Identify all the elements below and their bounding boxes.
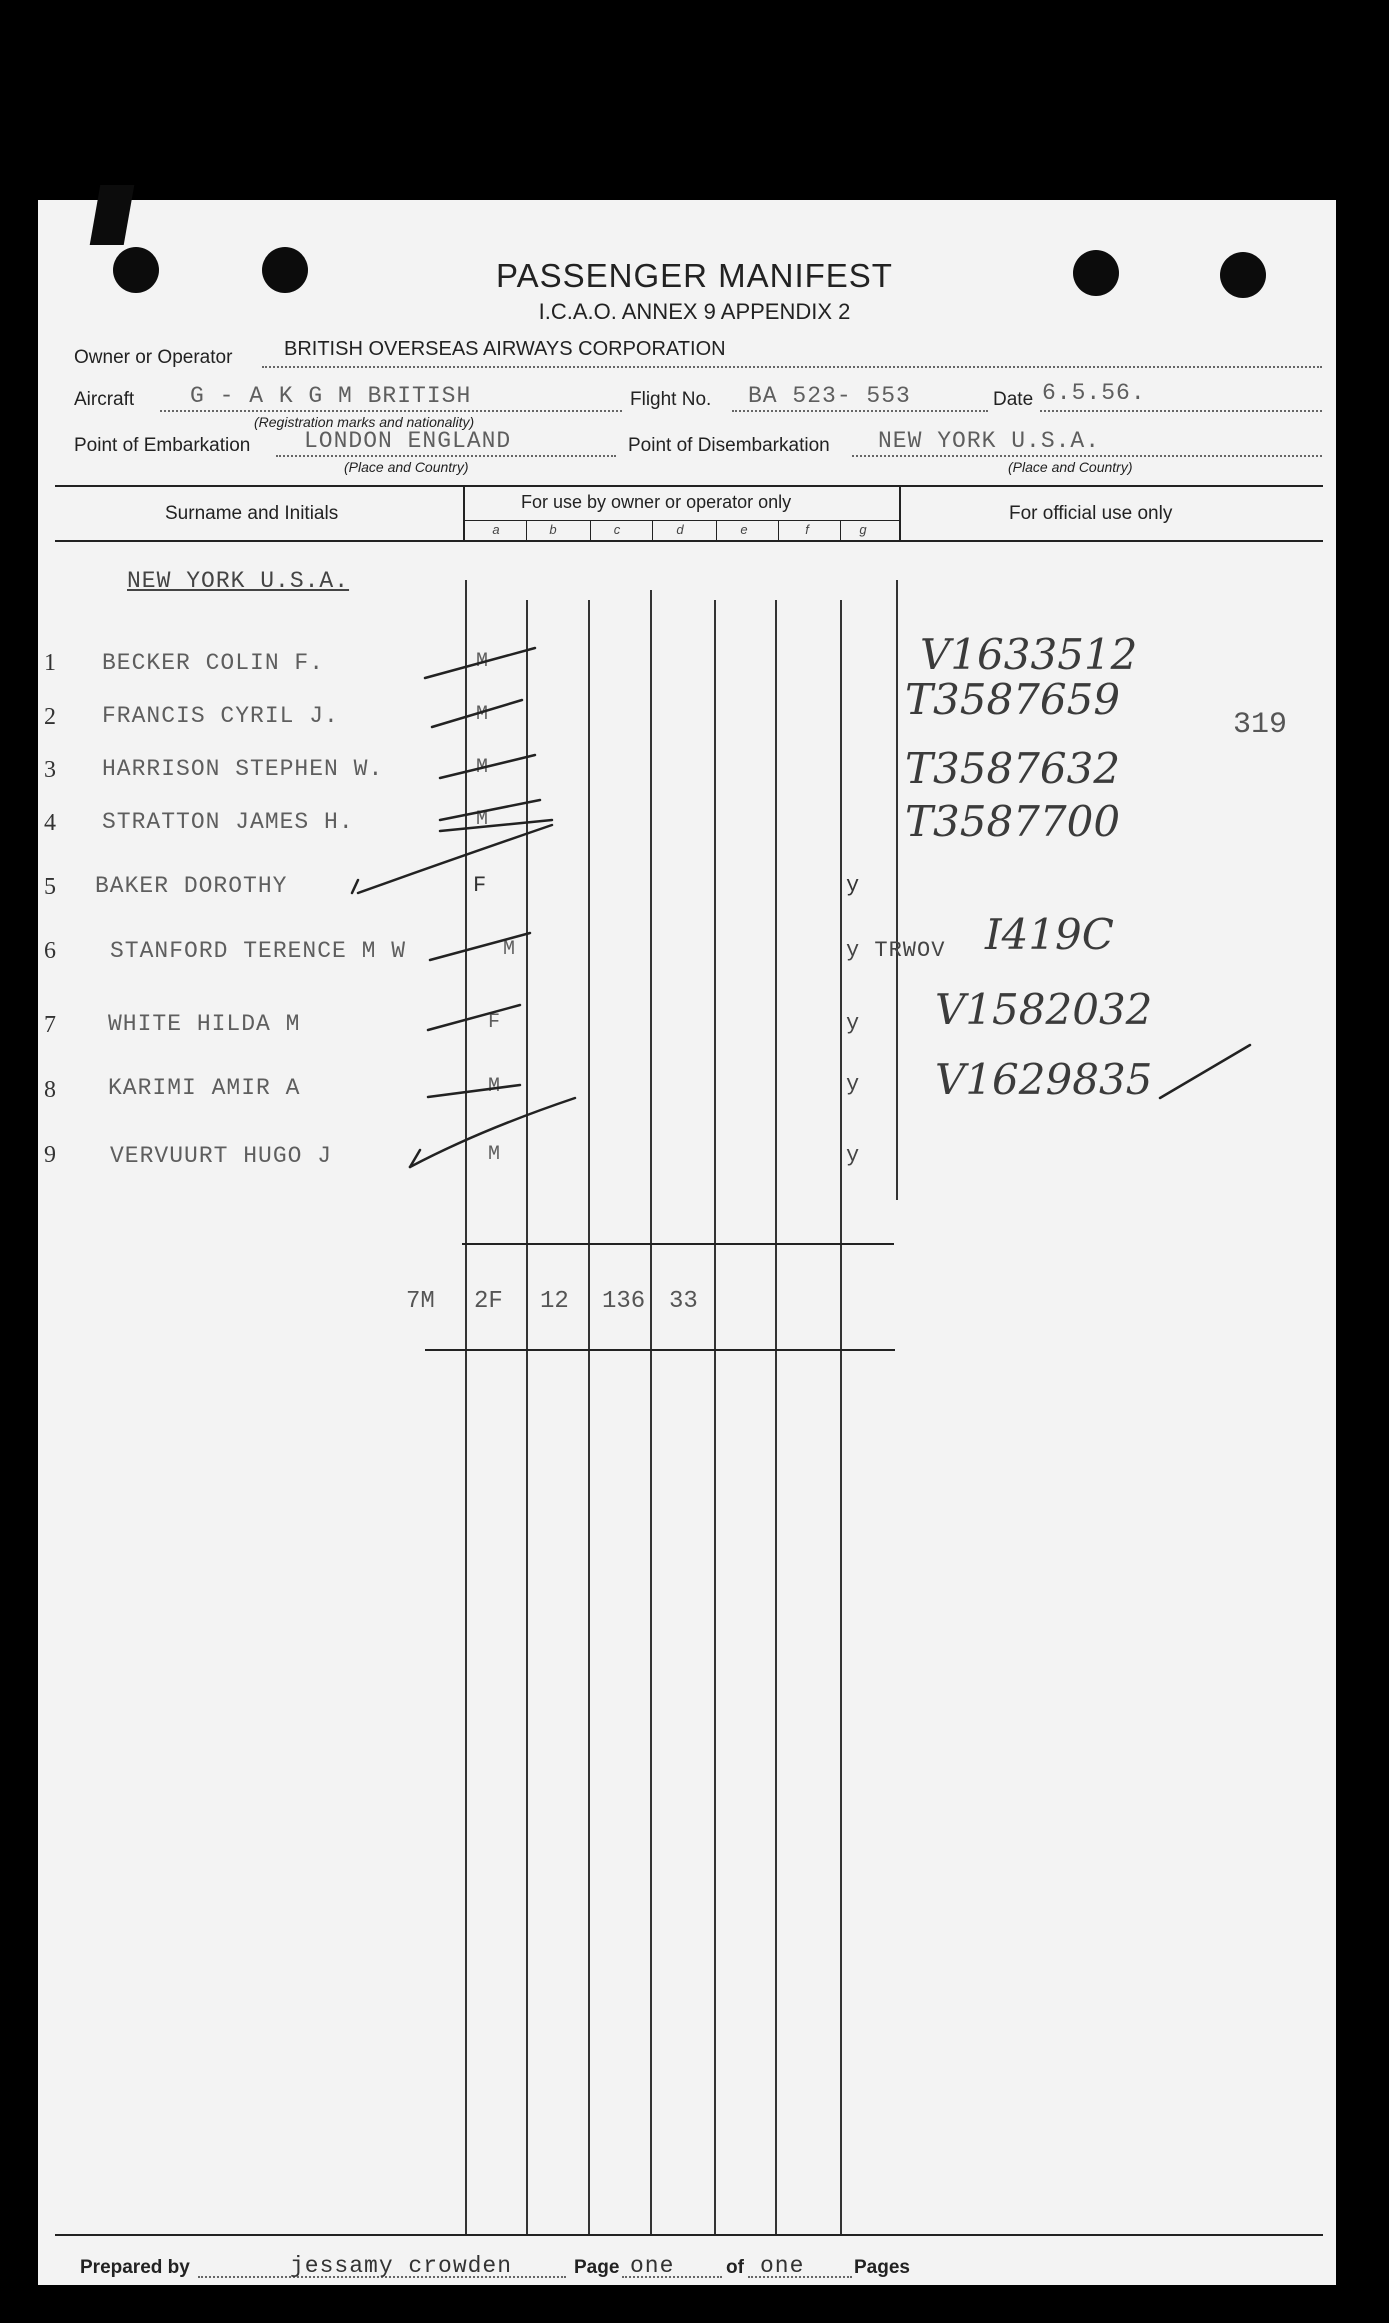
column-line — [775, 600, 777, 2235]
total-male: 7M — [406, 1288, 435, 1315]
subcol-g: g — [859, 522, 867, 537]
row-number: 8 — [44, 1077, 56, 1103]
total-d: 33 — [669, 1288, 698, 1315]
aircraft-label: Aircraft — [74, 389, 135, 410]
column-line — [840, 600, 842, 2235]
aircraft-dotted-line — [160, 410, 622, 412]
subcol-divider — [840, 521, 841, 541]
passport-flag: y — [846, 1011, 861, 1036]
total-b: 12 — [540, 1288, 569, 1315]
registration-note: (Registration marks and nationality) — [254, 414, 475, 430]
passenger-name: BECKER COLIN F. — [102, 650, 325, 676]
sex-code: M — [488, 1143, 502, 1166]
disembarkation-label: Point of Disembarkation — [628, 435, 830, 456]
column-line — [714, 600, 716, 2235]
embarkation-dotted-line — [276, 455, 616, 457]
table-header-rule — [55, 540, 1323, 542]
row-number: 4 — [44, 810, 56, 836]
subcol-divider — [778, 521, 779, 541]
official-note: V1629835 — [935, 1055, 1153, 1104]
page-title: PASSENGER MANIFEST — [496, 257, 893, 294]
date-dotted-line — [1040, 410, 1322, 412]
sex-code: M — [476, 756, 490, 779]
passenger-name: WHITE HILDA M — [108, 1011, 301, 1037]
owner-label: Owner or Operator — [74, 347, 233, 368]
page-value: one — [630, 2253, 675, 2279]
official-note: T3587659 — [905, 675, 1121, 724]
disembarkation-dotted-line — [852, 455, 1322, 457]
column-line — [588, 600, 590, 2235]
place-note-disembarkation: (Place and Country) — [1008, 459, 1133, 475]
subcol-f: f — [805, 522, 809, 537]
flight-dotted-line — [732, 410, 988, 412]
official-note: T3587632 — [905, 744, 1121, 793]
page-subtitle: I.C.A.O. ANNEX 9 APPENDIX 2 — [538, 299, 851, 324]
row-number: 5 — [44, 874, 56, 900]
passenger-name: STRATTON JAMES H. — [102, 809, 354, 835]
row-number: 7 — [44, 1012, 56, 1038]
prepared-by-value: jessamy crowden — [290, 2253, 513, 2279]
flight-value: BA 523- 553 — [748, 383, 911, 409]
col-header-surname: Surname and Initials — [165, 503, 339, 524]
total-c: 136 — [602, 1288, 646, 1315]
passenger-name: KARIMI AMIR A — [108, 1075, 301, 1101]
aircraft-value: G - A K G M BRITISH — [190, 383, 472, 409]
sex-code: M — [476, 703, 490, 726]
passport-flag: y — [846, 1072, 861, 1097]
column-line — [896, 580, 898, 1200]
place-note-embarkation: (Place and Country) — [344, 459, 469, 475]
column-line — [465, 580, 467, 2235]
subcol-d: d — [676, 522, 684, 537]
table-top-rule — [55, 485, 1323, 487]
footer-rule — [55, 2234, 1323, 2236]
total-female: 2F — [474, 1288, 503, 1315]
embarkation-value: LONDON ENGLAND — [304, 428, 512, 454]
col-header-official: For official use only — [1009, 503, 1173, 524]
sex-code: F — [488, 1011, 502, 1034]
sex-code: M — [488, 1075, 502, 1098]
subcol-divider — [652, 521, 653, 541]
header-divider-right — [899, 486, 901, 541]
flight-label: Flight No. — [630, 389, 712, 410]
column-line — [526, 600, 528, 2235]
row-number: 6 — [44, 938, 56, 964]
owner-dotted-line — [262, 366, 1322, 368]
official-note: T3587700 — [905, 797, 1121, 846]
of-label: of — [726, 2257, 744, 2278]
passenger-name: BAKER DOROTHY — [95, 873, 288, 899]
subcol-c: c — [613, 522, 621, 537]
row-number: 2 — [44, 704, 56, 730]
row-number: 3 — [44, 757, 56, 783]
date-value: 6.5.56. — [1042, 380, 1146, 406]
col-header-owner-use: For use by owner or operator only — [521, 492, 792, 512]
sex-code: F — [473, 873, 488, 898]
row-number: 9 — [44, 1142, 56, 1168]
embarkation-label: Point of Embarkation — [74, 435, 251, 456]
subcol-b: b — [549, 522, 557, 537]
subcol-e: e — [740, 522, 748, 537]
passport-flag: y — [846, 1143, 861, 1168]
passenger-name: STANFORD TERENCE M W — [110, 938, 407, 964]
subcol-divider — [716, 521, 717, 541]
sex-code: M — [503, 938, 517, 961]
sex-code: M — [476, 808, 490, 831]
owner-value: BRITISH OVERSEAS AIRWAYS CORPORATION — [284, 338, 726, 360]
totals-top-rule — [462, 1243, 894, 1245]
subcol-rule — [464, 520, 900, 521]
passport-flag: y — [846, 873, 861, 898]
passenger-name: FRANCIS CYRIL J. — [102, 703, 339, 729]
subcol-divider — [590, 521, 591, 541]
column-line — [650, 590, 652, 2235]
sex-code: M — [476, 650, 490, 673]
passenger-name: VERVUURT HUGO J — [110, 1143, 333, 1169]
header-divider-left — [463, 486, 465, 541]
row-number: 1 — [44, 650, 56, 676]
official-note: I419C — [985, 910, 1114, 959]
destination-heading: NEW YORK U.S.A. — [127, 568, 350, 594]
pages-label: Pages — [854, 2257, 910, 2278]
page-label: Page — [574, 2257, 620, 2278]
subcol-a: a — [492, 522, 500, 537]
official-note: V1633512 — [920, 630, 1138, 679]
passenger-name: HARRISON STEPHEN W. — [102, 756, 384, 782]
subcol-divider — [526, 521, 527, 541]
side-number: 319 — [1233, 708, 1288, 742]
disembarkation-value: NEW YORK U.S.A. — [878, 428, 1101, 454]
totals-bottom-rule — [425, 1349, 895, 1351]
passport-flag: y TRWOV — [846, 938, 946, 963]
of-value: one — [760, 2253, 805, 2279]
prepared-by-label: Prepared by — [80, 2257, 190, 2278]
date-label: Date — [993, 389, 1034, 410]
official-note: V1582032 — [935, 985, 1153, 1034]
